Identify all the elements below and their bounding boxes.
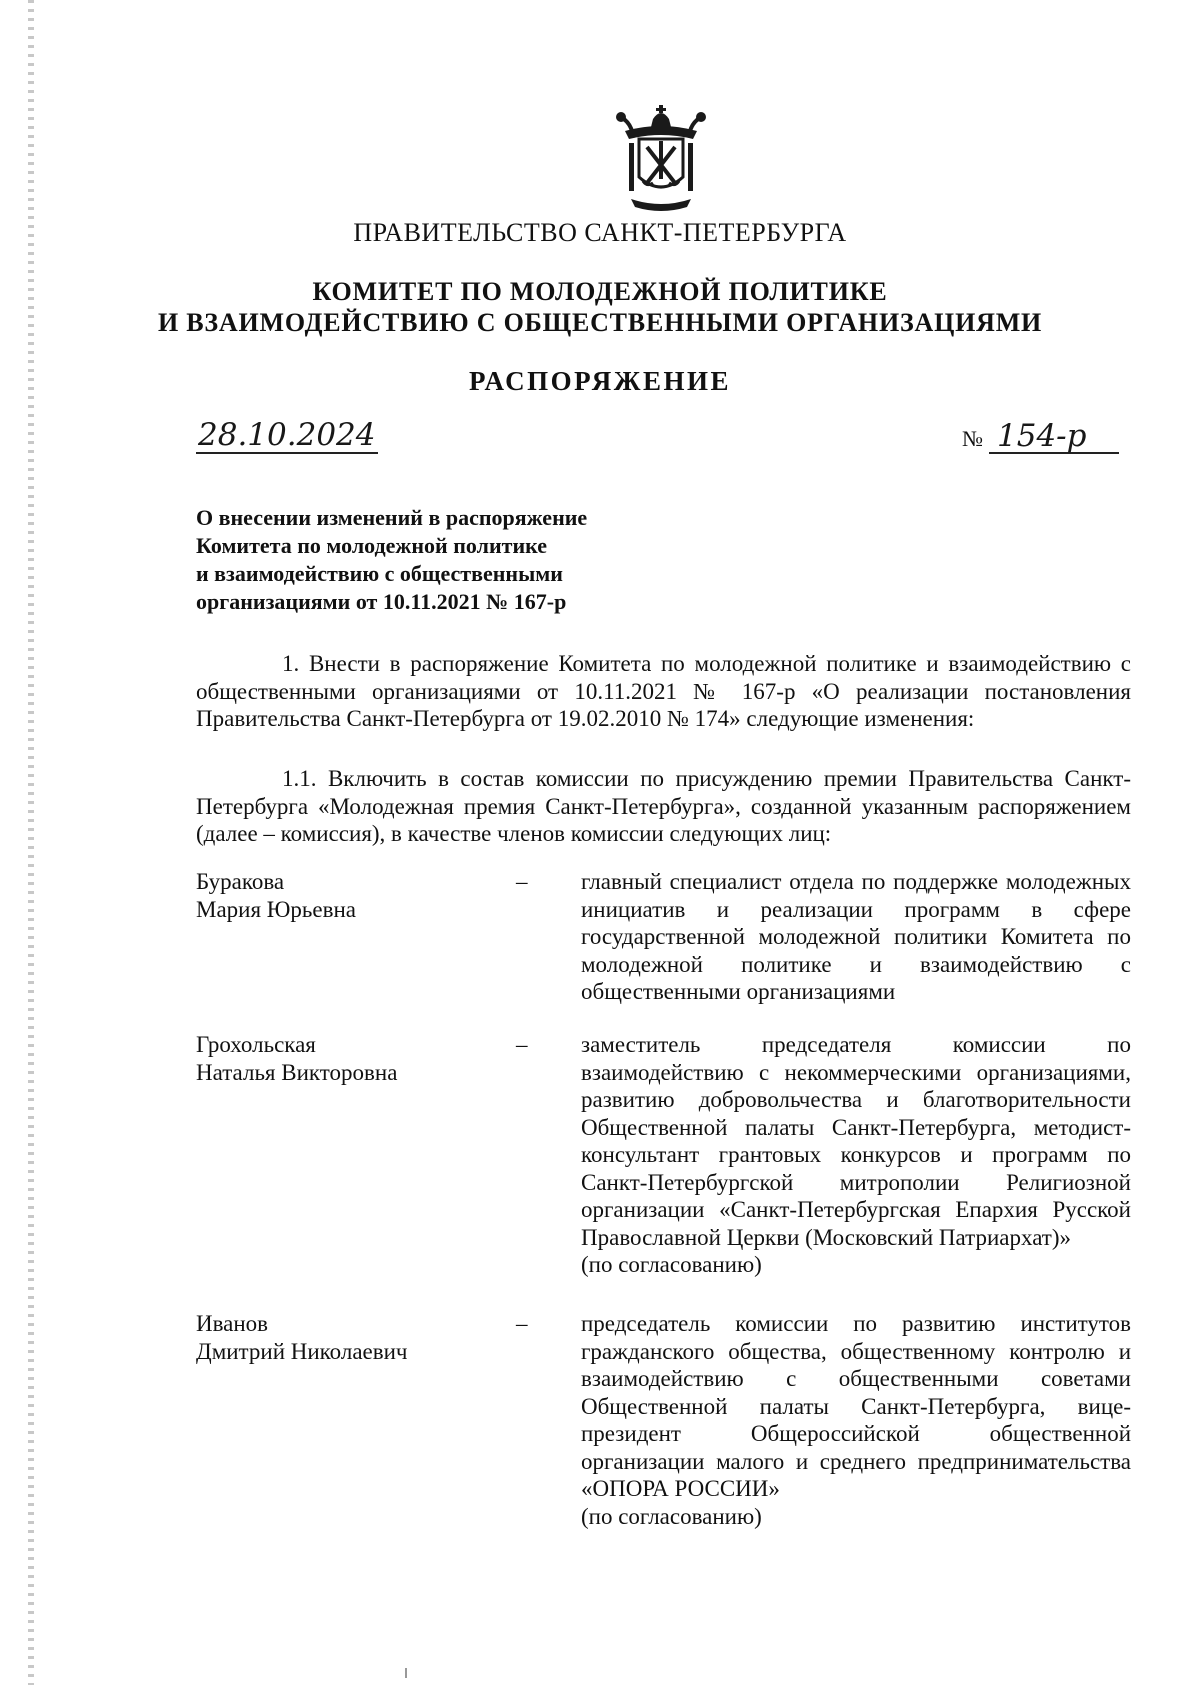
member-position: председатель комиссии по развитию институтов гражданского общества, общественному контролю и взаимодействию с общественными советами Общественной палаты Санкт-Петербурга, вице-президент Общероссийской общественной организации малого и среднего предпринимательства «ОПОРА РОССИИ»	[581, 1311, 1131, 1501]
member-position: заместитель председателя комиссии по взаимодействию с некоммерческими организациями, развитию добровольчества и благотворительности Общественной палаты Санкт-Петербурга, методист-консультант грантовых конкурсов и программ по Санкт-Петербургской митрополии Религиозной организации «Санкт-Петербургская Епархия Русской Православной Церкви (Московский Патриархат)»	[581, 1032, 1131, 1250]
document-subject	[196, 504, 656, 616]
committee-line-2: И ВЗАИМОДЕЙСТВИЮ С ОБЩЕСТВЕННЫМИ ОРГАНИЗАЦИЯМИ	[157, 308, 1043, 337]
member-name	[196, 868, 486, 923]
member-given-names: Наталья Викторовна	[196, 1059, 398, 1085]
member-position: главный специалист отдела по поддержке молодежных инициатив и реализации программ в сфере государственной молодежной политики Комитета по молодежной политике и взаимодействию с общественными организациями	[581, 869, 1131, 1004]
member-name	[196, 1031, 486, 1086]
number-label: №	[962, 426, 983, 451]
member-surname: Буракова	[196, 869, 285, 894]
member-note: (по согласованию)	[581, 1503, 762, 1529]
coat-of-arms-icon	[615, 105, 707, 217]
subject-line: Комитета по молодежной политике	[196, 533, 548, 558]
scan-mark	[405, 1668, 407, 1678]
member-surname: Иванов	[196, 1311, 269, 1336]
member-description	[581, 1031, 1131, 1279]
member-dash: –	[516, 1032, 528, 1057]
subject-line: О внесении изменений в распоряжение	[196, 505, 588, 530]
member-dash: –	[516, 1311, 528, 1336]
committee-heading	[0, 276, 1200, 338]
member-note: (по согласованию)	[581, 1252, 762, 1277]
member-dash: –	[516, 869, 528, 894]
committee-line-1: КОМИТЕТ ПО МОЛОДЕЖНОЙ ПОЛИТИКЕ	[312, 277, 888, 306]
document-number: 154-р	[989, 420, 1119, 454]
subject-line: и взаимодействию с общественными	[196, 561, 563, 586]
document-date: 28.10.2024	[198, 417, 376, 453]
subject-line: организациями от 10.11.2021 № 167-р	[196, 589, 567, 614]
member-name	[196, 1310, 486, 1365]
member-given-names: Мария Юрьевна	[196, 896, 357, 922]
government-heading: ПРАВИТЕЛЬСТВО САНКТ-ПЕТЕРБУРГА	[353, 218, 847, 247]
document-number-block	[962, 420, 1119, 454]
paragraph-1-1-text: 1.1. Включить в состав комиссии по присуждению премии Правительства Санкт-Петербурга «Молодежная премия Санкт-Петербурга», созданной указанным распоряжением (далее – комиссия), в качестве членов комиссии следующих лиц:	[196, 766, 1131, 846]
paragraph-1-1	[196, 765, 1131, 848]
member-description	[581, 1310, 1131, 1530]
document-type: РАСПОРЯЖЕНИЕ	[468, 366, 732, 396]
member-surname: Грохольская	[196, 1032, 316, 1057]
member-given-names: Дмитрий Николаевич	[196, 1338, 408, 1364]
member-description	[581, 868, 1131, 1006]
scan-edge-artifact	[28, 0, 34, 1685]
paragraph-1	[196, 650, 1131, 733]
paragraph-1-text: 1. Внести в распоряжение Комитета по молодежной политике и взаимодействию с общественными организациями от 10.11.2021 № 167-р «О реализации постановления Правительства Санкт-Петербурга от 19.02.2010 № 174» следующие изменения:	[196, 651, 1131, 731]
